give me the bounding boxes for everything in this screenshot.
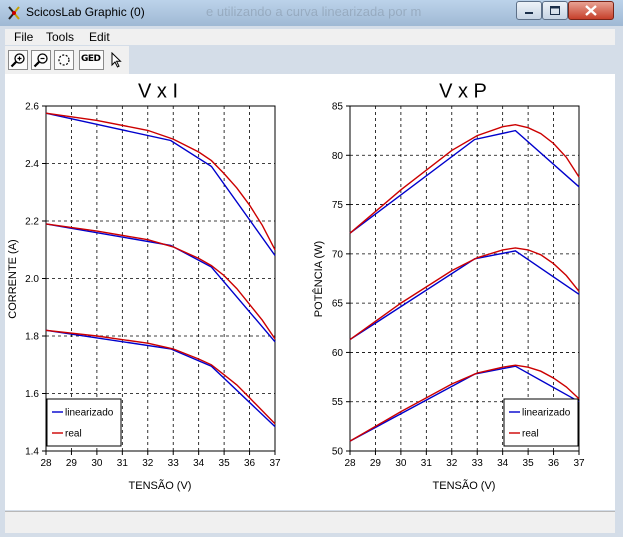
ged-icon: GED xyxy=(81,54,101,64)
plot2-linearizado-curve-1 xyxy=(350,131,579,234)
status-bar xyxy=(5,511,615,533)
plot2-legend-box xyxy=(504,399,578,446)
plot2-legend-label-linearizado: linearizado xyxy=(522,407,571,419)
close-icon xyxy=(569,2,613,19)
plot1-y-tick-label: 2.4 xyxy=(25,159,39,170)
plot1-ylabel: CORRENTE (A) xyxy=(7,239,19,319)
plot1-x-tick-label: 34 xyxy=(193,458,205,469)
close-button[interactable] xyxy=(568,1,614,20)
toolbar xyxy=(5,46,129,74)
plot1-x-tick-label: 33 xyxy=(167,458,179,469)
plot1-x-tick-label: 31 xyxy=(116,458,128,469)
plot1-legend-box xyxy=(47,399,121,446)
plot2-x-tick-label: 36 xyxy=(547,458,560,469)
menu-edit[interactable]: Edit xyxy=(89,30,110,44)
plot2-x-tick-label: 37 xyxy=(573,458,585,469)
plot1-x-tick-label: 37 xyxy=(269,458,281,469)
plot2-x-tick-label: 33 xyxy=(471,458,483,469)
plot2-xlabel: TENSÃO (V) xyxy=(432,480,496,492)
plot2-title: V x P xyxy=(439,80,487,103)
title-bar[interactable] xyxy=(0,0,623,26)
plot-canvas[interactable] xyxy=(5,74,615,510)
plot2-y-tick-label: 70 xyxy=(331,249,343,261)
plot2-x-tick-label: 32 xyxy=(446,458,458,469)
plot2-x-tick-label: 35 xyxy=(522,458,534,469)
zoom-in-icon xyxy=(10,52,26,68)
plot2-y-tick-label: 60 xyxy=(331,347,343,359)
plot1-x-tick-label: 29 xyxy=(65,458,78,469)
plot1-y-tick-label: 2.0 xyxy=(25,274,39,285)
plot1-legend-label-real: real xyxy=(65,428,82,440)
plot1-y-tick-label: 1.6 xyxy=(25,389,39,400)
zoom-out-icon xyxy=(33,52,49,68)
plot1-x-tick-label: 35 xyxy=(218,458,230,469)
minimize-button[interactable] xyxy=(516,1,542,20)
rotate-icon xyxy=(56,52,72,68)
plot1-x-tick-label: 36 xyxy=(243,458,256,469)
plot1-linearizado-curve-2 xyxy=(46,224,275,342)
plot2-ylabel: POTÊNCIA (W) xyxy=(313,240,325,318)
plot2-y-tick-label: 85 xyxy=(331,101,343,113)
plot1-title: V x I xyxy=(137,80,179,103)
zoom-out-button[interactable] xyxy=(31,50,51,70)
plot1-y-tick-label: 2.6 xyxy=(25,101,39,113)
plot2-x-tick-label: 29 xyxy=(369,458,382,469)
plot2-y-tick-label: 75 xyxy=(331,200,343,212)
plot1-x-tick-label: 30 xyxy=(91,458,103,469)
maximize-icon xyxy=(543,2,567,19)
plot2-x-tick-label: 34 xyxy=(497,458,509,469)
background-window-title: e utilizando a curva linearizada por m xyxy=(206,4,422,19)
plot2-y-tick-label: 55 xyxy=(331,397,343,409)
plot2-x-tick-label: 30 xyxy=(395,458,407,469)
plot2-y-tick-label: 80 xyxy=(331,150,343,162)
menu-file[interactable]: File xyxy=(14,30,34,44)
zoom-in-button[interactable] xyxy=(8,50,28,70)
plot2-real-curve-2 xyxy=(350,248,579,340)
plot1-area xyxy=(25,102,281,470)
menu-tools[interactable]: Tools xyxy=(46,30,75,44)
minimize-icon xyxy=(517,2,541,19)
plot2-y-tick-label: 65 xyxy=(331,298,343,310)
plot1-xlabel: TENSÃO (V) xyxy=(128,480,192,492)
pointer-icon xyxy=(108,52,124,68)
menu-bar xyxy=(5,29,615,45)
rotate-button[interactable] xyxy=(54,50,74,70)
plot1-y-tick-label: 1.8 xyxy=(25,331,39,343)
plot2-x-tick-label: 31 xyxy=(420,458,432,469)
scicoslab-app-icon xyxy=(6,5,22,21)
plot2-y-tick-label: 50 xyxy=(331,446,343,458)
pointer-button[interactable] xyxy=(106,50,126,70)
plot1-legend-label-linearizado: linearizado xyxy=(65,407,114,419)
plot1-real-curve-2 xyxy=(46,224,275,339)
maximize-button[interactable] xyxy=(542,1,568,20)
plot1-x-tick-label: 28 xyxy=(40,458,52,469)
plot2-x-tick-label: 28 xyxy=(344,458,356,469)
plot2-area xyxy=(332,102,585,470)
figure-svg xyxy=(5,74,615,510)
plot1-y-tick-label: 1.4 xyxy=(25,446,39,458)
plot2-real-curve-1 xyxy=(350,125,579,234)
ged-button[interactable] xyxy=(79,50,104,70)
plot1-x-tick-label: 32 xyxy=(142,458,154,469)
plot1-y-tick-label: 2.2 xyxy=(25,216,39,228)
plot2-legend-label-real: real xyxy=(522,428,539,440)
window-title: ScicosLab Graphic (0) xyxy=(26,5,145,19)
